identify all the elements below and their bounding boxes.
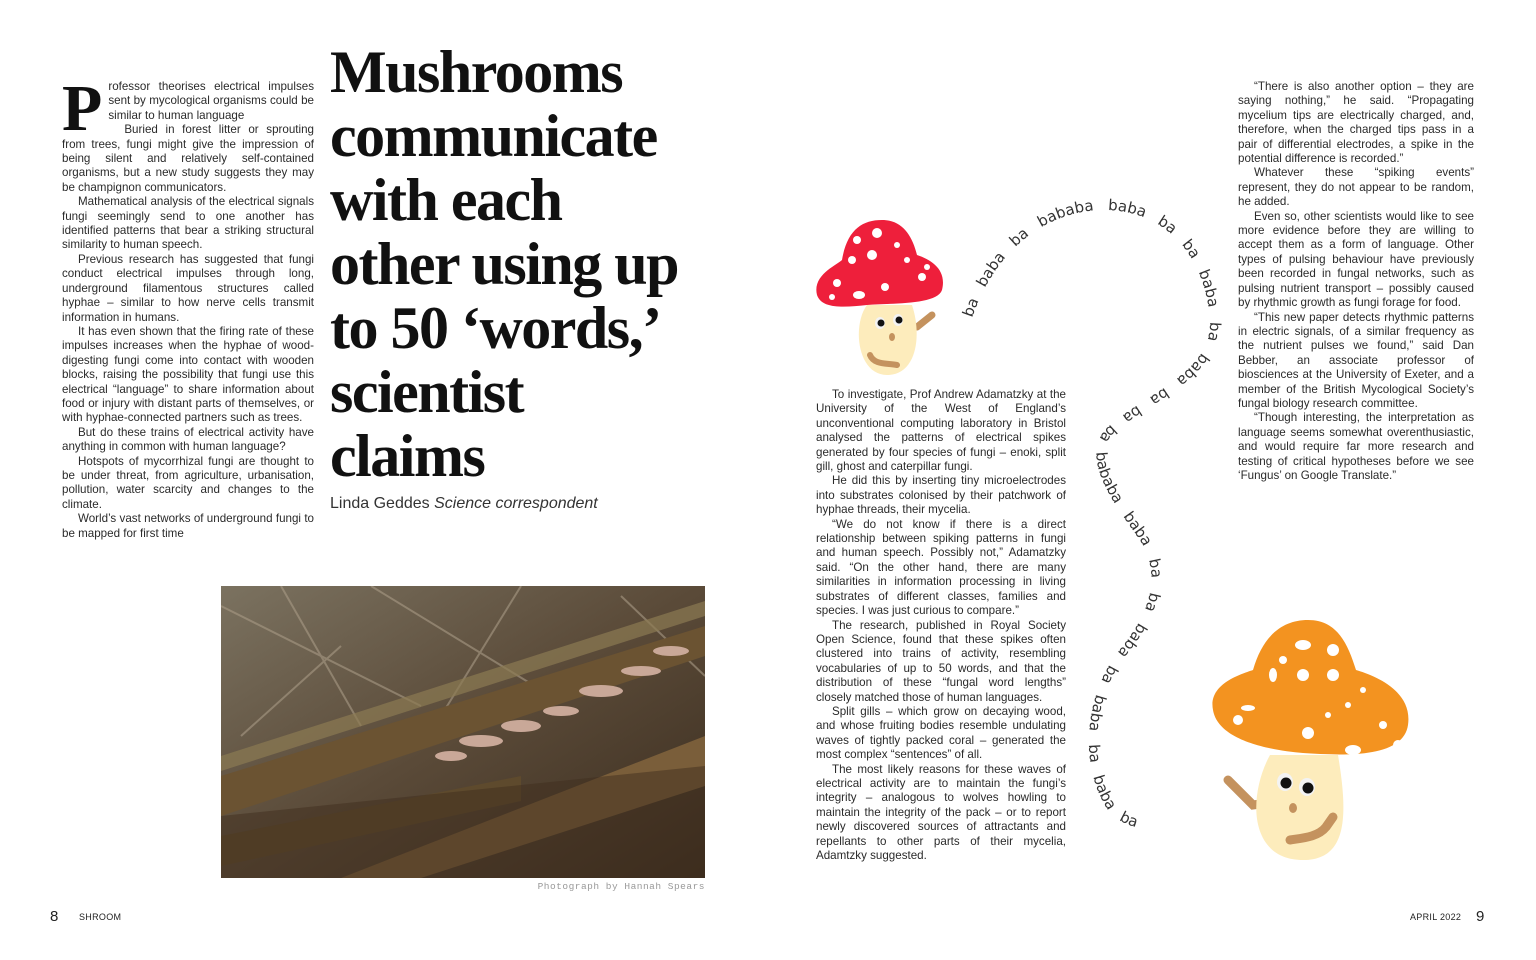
paragraph: Previous research has suggested that fungi conduct electrical impulses through long, underground filamentous structures called hyphae – similar to how nerve cells transmit information in humans. bbox=[62, 252, 314, 324]
headline-line: scientist bbox=[330, 359, 524, 425]
orange-mushroom-illustration bbox=[1208, 615, 1418, 865]
headline-line: other using up bbox=[330, 231, 679, 297]
headline-line: claims bbox=[330, 423, 485, 489]
paragraph: He did this by inserting tiny microelectrodes into substrates colonised by their patchwork of hyphae threads, their mycelia. bbox=[816, 474, 1066, 517]
photo-caption: Photograph by Hannah Spears bbox=[537, 881, 705, 892]
headline-line: to 50 ‘words,’ bbox=[330, 295, 661, 361]
paragraph: Split gills – which grow on decaying wood, and whose fruiting bodies resemble undulating waves of tightly packed coral – generated the most complex “sentences” of all. bbox=[816, 704, 1066, 762]
paragraph: Mathematical analysis of the electrical signals fungi seemingly send to one another has identified patterns that bear a striking structural similarity to human speech. bbox=[62, 195, 314, 252]
headline-line: communicate bbox=[330, 103, 657, 169]
paragraph: “Though interesting, the interpretation as language seems somewhat overenthusiastic, and would require far more research and testing of critical hypotheses before we see ‘Fungus’ on Google Translate.” bbox=[1238, 411, 1474, 482]
drop-cap: P bbox=[62, 72, 103, 145]
paragraph: But do these trains of electrical activity have anything in common with human language? bbox=[62, 425, 314, 454]
standfirst: rofessor theorises electrical impulses sent by mycological organisms could be similar to human language bbox=[108, 80, 314, 122]
paragraph: The research, published in Royal Society Open Science, found that these spikes often clustered into trains of activity, resembling vocabularies of up to 50 words, and that the distribution of these “fungal word lengths” closely matched those of human languages. bbox=[816, 618, 1066, 704]
paragraph: Even so, other scientists would like to see more evidence before they are willing to accept them as a form of language. Other types of pulsing behaviour have previously been recorded in fungal networks, such as pulsing nutrient transport – possibly caused by rhythmic growth as fungi forage for food. bbox=[1238, 209, 1474, 310]
byline-role: Science correspondent bbox=[434, 495, 598, 512]
headline-line: Mushrooms bbox=[330, 39, 623, 105]
photo-fungi-on-branches bbox=[221, 586, 705, 878]
paragraph: “We do not know if there is a direct relationship between spiking patterns in fungi and human speech. Possibly not,” Adamatzky said. “On the other hand, there are many similarities in information processing in living substrates of different classes, families and species. I was just curious to compare.” bbox=[816, 517, 1066, 618]
magazine-name: SHROOM bbox=[79, 912, 122, 922]
paragraph: It has even shown that the firing rate of these impulses increases when the hyphae of wood-digesting fungi come into contact with wooden blocks, raising the possibility that fungi use this electrical “language” to share information about food or injury with distant parts of themselves, or with hyphae-connected partners such as trees. bbox=[62, 324, 314, 425]
page-number-right: 9 bbox=[1476, 908, 1485, 925]
red-mushroom-illustration bbox=[812, 215, 952, 380]
headline-line: with each bbox=[330, 167, 562, 233]
paragraph: Hotspots of mycorrhizal fungi are thought to be under threat, from agriculture, urbanisation, pollution, water scarcity and changes to the climate. bbox=[62, 454, 314, 511]
byline bbox=[330, 495, 598, 513]
paragraph: Buried in forest litter or sprouting from trees, fungi might give the impression of being silent and relatively self-contained organisms, but a new study suggests they may be champignon communicators. bbox=[62, 123, 314, 194]
ba-speech-text: ba baba ba bababa baba ba ba baba ba baba ba ba ba bababa baba ba ba baba ba baba ba baba ba bbox=[958, 195, 1225, 831]
paragraph: “This new paper detects rhythmic patterns in electric signals, of a similar frequency as the nutrient pulses we found,” said Dan Bebber, an associate professor of biosciences at the University of Exeter, and a member of the British Mycological Society’s fungal biology research committee. bbox=[1238, 310, 1474, 410]
issue-date: APRIL 2022 bbox=[1410, 912, 1462, 922]
byline-author: Linda Geddes bbox=[330, 495, 430, 512]
headline bbox=[330, 40, 730, 488]
article-column-middle bbox=[816, 388, 1066, 863]
article-column-right bbox=[1238, 80, 1474, 483]
related-link[interactable]: World’s vast networks of underground fungi to be mapped for first time bbox=[62, 512, 314, 540]
paragraph: Whatever these “spiking events” represent, they do not appear to be random, he added. bbox=[1238, 166, 1474, 209]
paragraph: “There is also another option – they are saying nothing,” he said. “Propagating mycelium tips are electrically charged, and, therefore, when the charged tips pass in a pair of differential electrodes, a spike in the potential difference is recorded.” bbox=[1238, 80, 1474, 166]
article-column-left bbox=[62, 72, 314, 541]
paragraph: To investigate, Prof Andrew Adamatzky at the University of the West of England’s unconventional computing laboratory in Bristol analysed the patterns of electrical spikes generated by four species of fungi – enoki, split gill, ghost and caterpillar fungi. bbox=[816, 388, 1066, 474]
paragraph: The most likely reasons for these waves of electrical activity are to maintain the fungi’s integrity – analogous to wolves howling to maintain the integrity of the pack – or to report newly discovered sources of attractants and repellants to other parts of their mycelia, Adamtzky suggested. bbox=[816, 762, 1066, 862]
page-number-left: 8 bbox=[50, 908, 59, 925]
